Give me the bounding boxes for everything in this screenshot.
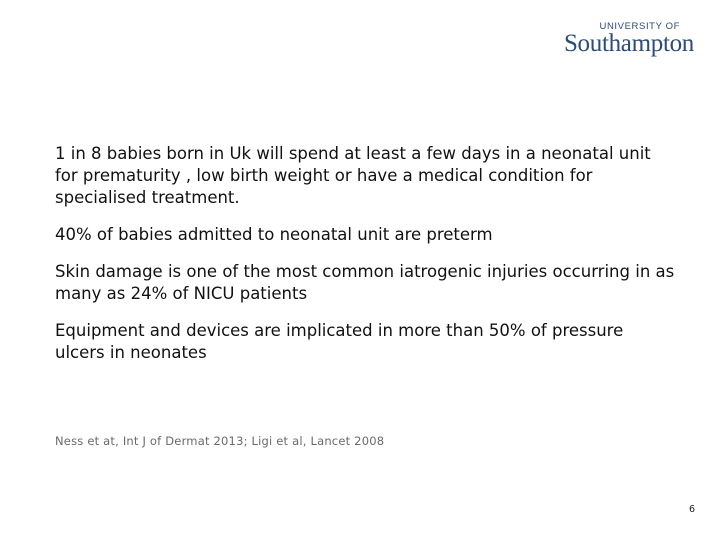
page-number: 6 — [688, 504, 695, 515]
university-logo — [564, 22, 694, 56]
paragraph-equipment: Equipment and devices are implicated in more than 50% of pressure ulcers in neonates — [55, 321, 624, 362]
paragraph-prematurity: 1 in 8 babies born in Uk will spend at least a few days in a neonatal unit for prematurity , low birth weight or have a medical condition for specialised treatment. — [55, 144, 651, 207]
paragraph-skin-damage: Skin damage is one of the most common iatrogenic injuries occurring in as many as 24% of NICU patients — [55, 262, 675, 303]
paragraph-preterm: 40% of babies admitted to neonatal unit are preterm — [55, 225, 493, 244]
logo-main-line: Southampton — [563, 30, 694, 57]
logo-top-line: UNIVERSITY OF — [599, 21, 680, 32]
slide-body — [55, 143, 675, 379]
citation: Ness et at, Int J of Dermat 2013; Ligi et al, Lancet 2008 — [55, 434, 385, 448]
